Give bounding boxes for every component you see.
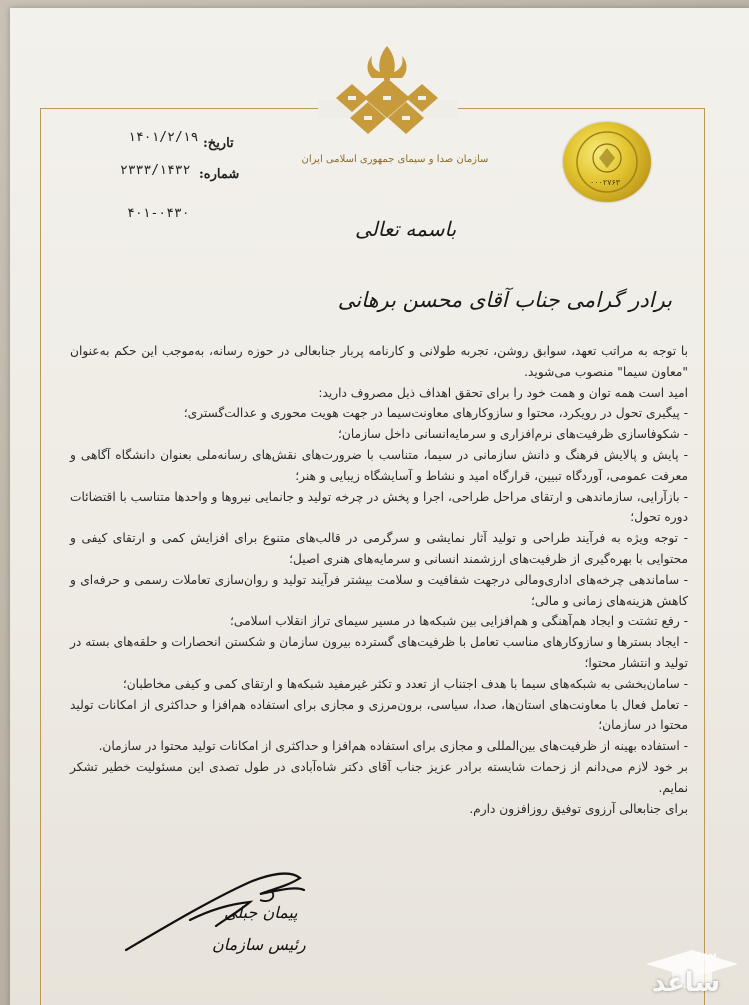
body-paragraph: امید است همه توان و همت خود را برای تحقق اهداف ذیل مصروف دارید: [318, 385, 688, 400]
goal-item: - تعامل فعال با معاونت‌های استان‌ها، صدا، سیاسی، برون‌مرزی و مجازی برای استفاده هم‌افزا و حداکثری از امکانات تولید محتوا در سازمان؛ [70, 697, 688, 733]
number-label: شماره: [199, 167, 240, 182]
reference-number: ۴۰۱-۰۴۳۰ [127, 206, 190, 221]
goal-item: - شکوفاسازی ظرفیت‌های نرم‌افزاری و سرمایه‌انسانی داخل سازمان؛ [338, 427, 688, 442]
body-paragraph: بر خود لازم می‌دانم از زحمات شایسته برادر عزیز جناب آقای دکتر شاه‌آبادی در طول تصدی این مسئولیت خطیر تشکر نمایم. [70, 759, 688, 795]
goal-item: - ساماندهی چرخه‌های اداری‌ومالی درجهت شفافیت و سلامت بیشتر فرآیند تولید و روان‌سازی تعاملات رسمی و حرفه‌ای و کاهش هزینه‌های زمانی و مالی؛ [70, 572, 688, 608]
seal-emblem-icon [563, 122, 651, 202]
goal-item: - سامان‌بخشی به شبکه‌های سیما با هدف اجتناب از تعدد و تکثر غیرمفید شبکه‌ها و ارتقای کمی و کیفی مخاطبان؛ [122, 676, 688, 691]
body-paragraph: با توجه به مراتب تعهد، سوابق روشن، تجربه طولانی و کارنامه پربار جنابعالی در حوزه رسانه، به‌موجب این حکم به‌عنوان "معاون سیما" منصوب می‌شوید. [70, 344, 688, 379]
watermark-logo: ساعد [652, 968, 721, 998]
goal-item: - پیگیری تحول در رویکرد، محتوا و سازوکارهای معاونت‌سیما در جهت هویت محوری و عدالت‌گستری؛ [183, 406, 688, 421]
goal-item: - استفاده بهینه از ظرفیت‌های بین‌المللی و مجازی برای استفاده هم‌افزا و حداکثری از امکانات تولید محتوا در سازمان. [98, 739, 688, 754]
goal-item: - ایجاد بسترها و سازوکارهای مناسب تعامل با ظرفیت‌های گسترده بیرون سازمان و شکستن انحصارات و حلقه‌های بسته در تولید و انتشار محتوا؛ [70, 635, 688, 670]
date-value: ۱۴۰۱/۲/۱۹ [128, 130, 199, 145]
goal-item: - توجه ویژه به فرآیند طراحی و تولید آثار نمایشی و سرگرمی در قالب‌های متنوع برای افزایش کمی و ارتقای کیفی و محتوایی با بهره‌گیری از ظرفیت‌های ارزشمند انسانی و سرمایه‌های هنری اصیل؛ [70, 531, 688, 566]
salutation: برادر گرامی جناب آقای محسن برهانی [337, 288, 672, 312]
irib-logo-icon [328, 40, 446, 152]
signatory-title: رئیس سازمان [212, 935, 306, 954]
bismillah-heading: باسمه تعالی [355, 217, 457, 241]
letter-body [70, 341, 688, 819]
seal-number: ۰۰۰۲۷۶۳ [590, 178, 621, 187]
watermark-small-text: نیوز [695, 947, 717, 960]
closing-line: برای جنابعالی آرزوی توفیق روزافزون دارم. [469, 801, 688, 816]
goal-item: - بازآرایی، سازماندهی و ارتقای مراحل طراحی، اجرا و پخش در چرخه تولید و جانمایی نیروها و واحدها متناسب با اقتضائات دوره تحول؛ [70, 489, 688, 525]
org-name: سازمان صدا و سیمای جمهوری اسلامی ایران [301, 154, 489, 165]
goal-item: - پایش و پالایش فرهنگ و دانش سازمانی در سیما، متناسب با ضرورت‌های نقش‌های رسانه‌ملی بعنوان دانشگاه آگاهی و معرفت عمومی، آوردگاه تبیین، قرارگاه امید و نشاط و آسایشگاه زیبایی و هنر؛ [70, 447, 688, 483]
date-label: تاریخ: [203, 136, 234, 151]
hologram-seal [563, 122, 651, 202]
number-value: ۲۳۳۳/۱۴۳۲ [120, 163, 191, 178]
goal-item: - رفع تشتت و ایجاد هم‌آهنگی و هم‌افزایی بین شبکه‌ها در مسیر سیمای تراز انقلاب اسلامی؛ [230, 614, 688, 629]
signatory-name: پیمان جبلی [224, 903, 298, 922]
